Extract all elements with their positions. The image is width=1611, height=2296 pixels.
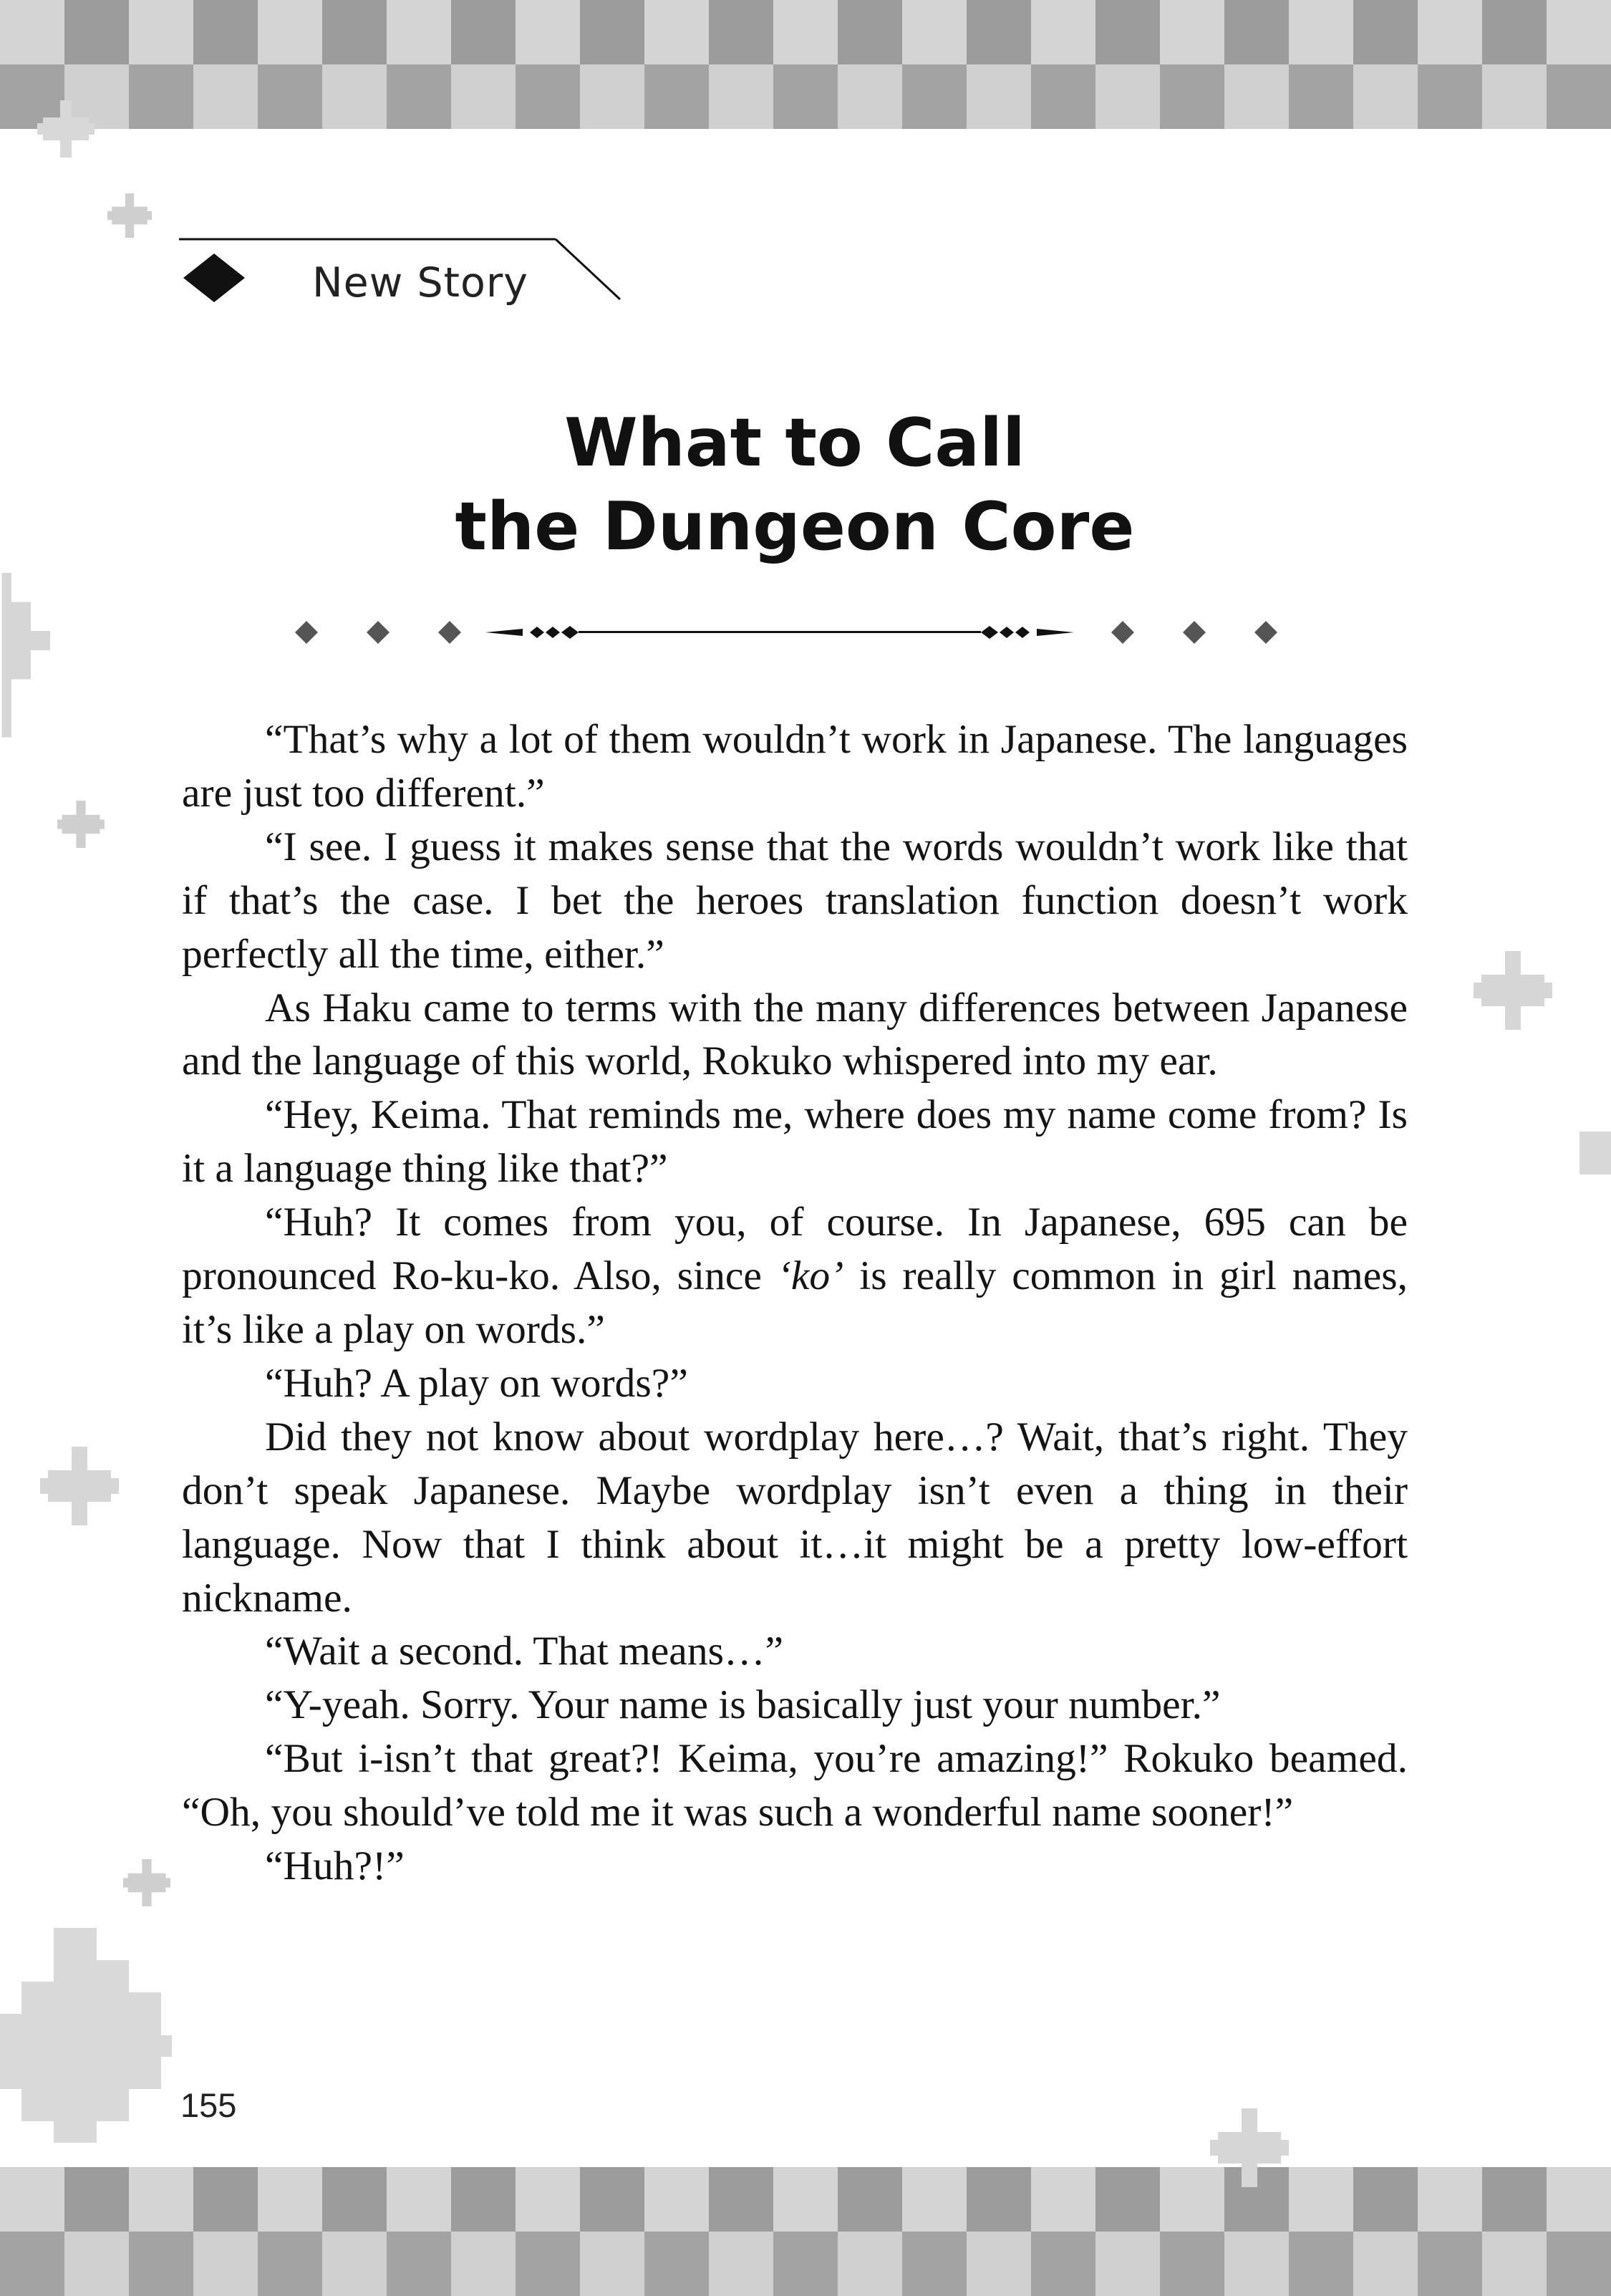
paragraph [182, 1196, 1408, 1357]
checker-square [580, 2232, 644, 2296]
paragraph-text: “Huh? It comes from you, of course. In Japanese, 695 can be pronounced Ro-ku-ko. Also, since [182, 1200, 1408, 1299]
paragraph: “Hey, Keima. That reminds me, where does my name come from? Is it a language thing like that?” [182, 1092, 1408, 1192]
checker-square [838, 2232, 902, 2296]
checker-square [1353, 2167, 1418, 2232]
checker-square [1482, 0, 1547, 64]
checker-square [1289, 64, 1353, 129]
checker-square [1482, 2167, 1547, 2232]
paragraph: Did they not know about wordplay here…? Wait, that’s right. They don’t speak Japanese. Maybe wordplay isn’t even a thing in their language. Now that I think about it…it might be a pretty low-effort nickname. [182, 1414, 1408, 1621]
checker-square [580, 0, 644, 64]
checker-square [0, 2167, 64, 2232]
top-checker-band [0, 0, 1611, 129]
ornamental-divider-icon [286, 614, 1289, 650]
paragraph: “Wait a second. That means…” [265, 1629, 783, 1674]
checker-square [1482, 2232, 1547, 2296]
checker-square [1353, 64, 1418, 129]
paragraph-emphasis: ‘ko’ [777, 1253, 844, 1299]
checker-square [0, 0, 64, 64]
checker-square [1289, 2232, 1353, 2296]
checker-square [322, 2167, 387, 2232]
checker-square [902, 2232, 967, 2296]
checker-square [516, 64, 580, 129]
checker-square [193, 2167, 258, 2232]
section-header [175, 222, 633, 315]
paragraph: “Y-yeah. Sorry. Your name is basically just your number.” [265, 1682, 1221, 1728]
checker-square [644, 2167, 709, 2232]
checker-square [967, 64, 1031, 129]
checker-square [580, 64, 644, 129]
deco-block [1579, 1132, 1611, 1174]
checker-square [1547, 64, 1611, 129]
checker-square [0, 2232, 64, 2296]
checker-square [129, 0, 193, 64]
checker-square [258, 0, 322, 64]
checker-square [838, 64, 902, 129]
checker-square [967, 2232, 1031, 2296]
sparkle-icon [57, 801, 105, 848]
checker-square [258, 2167, 322, 2232]
checker-square [322, 64, 387, 129]
checker-square [516, 0, 580, 64]
sparkle-icon [1210, 2108, 1289, 2187]
checker-square [773, 2232, 838, 2296]
sparkle-icon [0, 1928, 172, 2143]
checker-square [1418, 2167, 1482, 2232]
checker-square [516, 2232, 580, 2296]
checker-square [258, 64, 322, 129]
checker-square [129, 64, 193, 129]
chapter-title-line-1: What to Call [564, 404, 1025, 481]
checker-square [1418, 2232, 1482, 2296]
checker-square [451, 2232, 516, 2296]
body-text [182, 713, 1408, 1894]
checker-square [193, 2232, 258, 2296]
checker-square [1418, 64, 1482, 129]
checker-square [387, 2167, 451, 2232]
checker-square [451, 64, 516, 129]
checker-square [451, 2167, 516, 2232]
paragraph: “That’s why a lot of them wouldn’t work in Japanese. The languages are just too different.” [182, 717, 1408, 816]
paragraph: “Huh?!” [265, 1843, 405, 1889]
checker-square [902, 0, 967, 64]
checker-square [644, 64, 709, 129]
checker-square [387, 0, 451, 64]
checker-square [1160, 2232, 1224, 2296]
checker-square [64, 0, 129, 64]
checker-square [1353, 0, 1418, 64]
checker-square [773, 0, 838, 64]
paragraph: “Huh? A play on words?” [265, 1360, 688, 1406]
checker-square [1224, 2232, 1289, 2296]
chapter-title [215, 401, 1375, 569]
checker-square [1289, 0, 1353, 64]
checker-square [1547, 2232, 1611, 2296]
checker-square [1224, 64, 1289, 129]
checker-square [387, 64, 451, 129]
checker-square [193, 0, 258, 64]
checker-square [709, 2167, 773, 2232]
checker-square [580, 2167, 644, 2232]
checker-square [1160, 64, 1224, 129]
checker-square [1031, 0, 1095, 64]
page-number: 155 [180, 2086, 237, 2124]
checker-square [1289, 2167, 1353, 2232]
checker-square [644, 0, 709, 64]
checker-square [1418, 0, 1482, 64]
sparkle-icon [123, 1859, 170, 1906]
checker-square [516, 2167, 580, 2232]
checker-square [1224, 0, 1289, 64]
checker-square [902, 2167, 967, 2232]
checker-square [1547, 0, 1611, 64]
sparkle-icon [1474, 951, 1552, 1030]
checker-square [1095, 2232, 1160, 2296]
checker-square [129, 2167, 193, 2232]
section-label: New Story [312, 259, 529, 307]
bottom-checker-band [0, 2167, 1611, 2296]
checker-square [193, 64, 258, 129]
checker-square [1095, 64, 1160, 129]
checker-square [709, 0, 773, 64]
checker-square [322, 0, 387, 64]
paragraph-text: is really common in girl names, it’s like a play on words.” [182, 1253, 1408, 1352]
sparkle-icon [107, 193, 152, 238]
checker-square [838, 0, 902, 64]
checker-square [967, 0, 1031, 64]
checker-square [322, 2232, 387, 2296]
checker-square [1031, 2232, 1095, 2296]
checker-square [644, 2232, 709, 2296]
checker-square [1031, 64, 1095, 129]
checker-square [1095, 2167, 1160, 2232]
checker-square [451, 0, 516, 64]
chapter-title-line-2: the Dungeon Core [455, 488, 1135, 565]
checker-square [258, 2232, 322, 2296]
checker-square [709, 2232, 773, 2296]
checker-square [1353, 2232, 1418, 2296]
diamond-bullet-icon [183, 254, 245, 302]
checker-square [967, 2167, 1031, 2232]
sparkle-icon [37, 100, 95, 158]
sparkle-icon [40, 1447, 119, 1525]
paragraph: As Haku came to terms with the many differences between Japanese and the language of this world, Rokuko whispered into my ear. [182, 985, 1408, 1084]
checker-square [1160, 0, 1224, 64]
checker-square [1547, 2167, 1611, 2232]
checker-square [387, 2232, 451, 2296]
paragraph: “But i-isn’t that great?! Keima, you’re amazing!” Rokuko beamed. “Oh, you should’ve told me it was such a wonderful name sooner!” [182, 1736, 1408, 1836]
checker-square [1031, 2167, 1095, 2232]
checker-square [709, 64, 773, 129]
checker-square [838, 2167, 902, 2232]
paragraph: “I see. I guess it makes sense that the words wouldn’t work like that if that’s the case. I bet the heroes translation function doesn’t work perfectly all the time, either.” [182, 824, 1408, 977]
checker-square [773, 2167, 838, 2232]
checker-square [1482, 64, 1547, 129]
checker-square [129, 2232, 193, 2296]
checker-square [773, 64, 838, 129]
checker-square [64, 2232, 129, 2296]
checker-square [902, 64, 967, 129]
sparkle-icon [0, 573, 100, 766]
checker-square [1095, 0, 1160, 64]
checker-square [64, 2167, 129, 2232]
